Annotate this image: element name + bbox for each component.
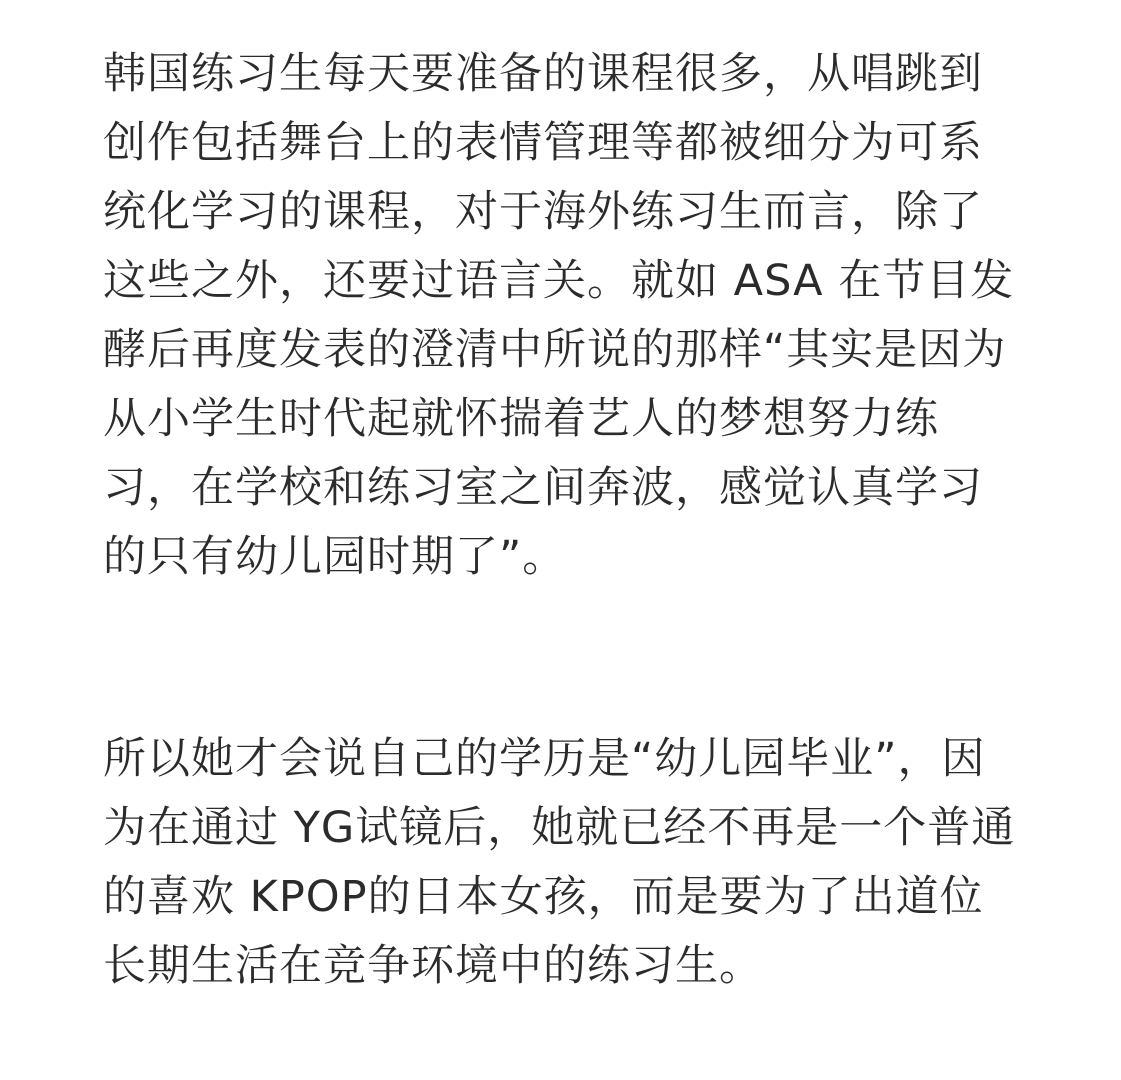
text-line: 酵后再度发表的澄清中所说的那样“其实是因为 [103, 325, 1007, 375]
text-line: 创作包括舞台上的表情管理等都被细分为可系 [103, 118, 983, 168]
text-line: 统化学习的课程，对于海外练习生而言，除了 [103, 187, 983, 237]
text-line: 从小学生时代起就怀揣着艺人的梦想努力练 [103, 394, 939, 444]
text-line: 所以她才会说自己的学历是“幼儿园毕业”，因 [103, 734, 986, 784]
text-line: 长期生活在竞争环境中的练习生。 [103, 941, 763, 991]
paragraph-1 [103, 40, 1014, 592]
text-line: 习，在学校和练习室之间奔波，感觉认真学习 [103, 463, 983, 513]
text-line: 的只有幼儿园时期了”。 [103, 532, 567, 582]
text-line: 的喜欢 KPOP的日本女孩，而是要为了出道位 [103, 872, 984, 922]
text-line: 韩国练习生每天要准备的课程很多，从唱跳到 [103, 49, 983, 99]
paragraph-2 [103, 725, 1015, 1001]
text-line: 为在通过 YG试镜后，她就已经不再是一个普通 [103, 803, 1016, 853]
text-line: 这些之外，还要过语言关。就如 ASA 在节目发 [103, 256, 1015, 306]
